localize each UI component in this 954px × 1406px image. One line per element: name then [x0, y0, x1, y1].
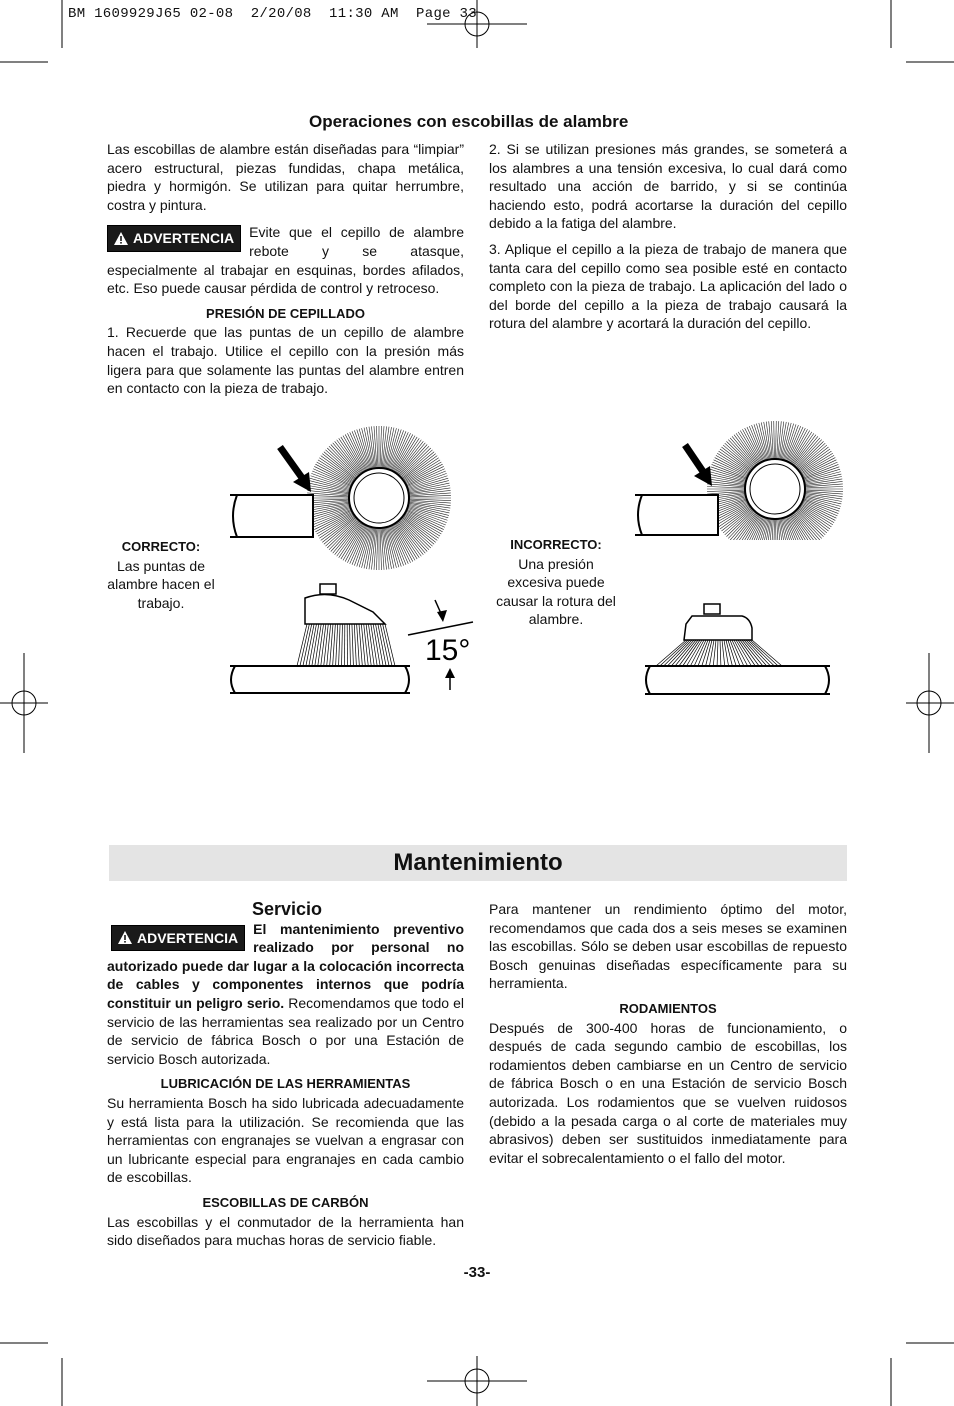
correct-text: Las puntas de alambre hacen el trabajo. — [107, 557, 215, 611]
bearings-heading: RODAMIENTOS — [619, 1000, 717, 1016]
maintenance-banner: Mantenimiento — [109, 845, 847, 881]
arrow-icon — [280, 447, 311, 492]
pressure-item-3: 3. Aplique el cepillo a la pieza de trabajo de manera que tanta cara del cepillo como sea posible esté en contacto completo con la pieza de trabajo. La aplicación del lado o del borde del cepillo a la pieza de trabajo causará la rotura del alambre y acortará la duración del cepillo. — [489, 240, 847, 332]
figure-incorrect-wheel — [630, 420, 850, 540]
figure-incorrect-cup-brush — [640, 600, 840, 705]
registration-mark-left — [0, 653, 48, 753]
figure-correct-wheel — [225, 420, 465, 580]
motor-text: Para mantener un rendimiento óptimo del motor, recomendamos que cada dos a seis meses se examinen las escobillas. Sólo se deben usar escobillas de repuesto Bosch genuinas diseñadas específicamente para su herramienta. — [489, 901, 847, 992]
service-warning-bold: El mantenimiento preventivo realizado por personal no autorizado puede dar lugar a la colocación incorrecta de cables y componentes internos que podría constituir un peligro serio. — [107, 920, 464, 1011]
wire-intro: Las escobillas de alambre están diseñadas para “limpiar” acero estructural, piezas fundidas, chapa metálica, piedra y hormigón. Se utilizan para quitar herrumbre, costra y pintura. — [107, 141, 464, 213]
lubrication-text: Su herramienta Bosch ha sido lubricada adecuadamente y está lista para la utilización. Se recomienda que las herramientas con engranajes se vuelvan a engrasar con un lubricante especial para engranajes en cada cambio de escobillas. — [107, 1094, 464, 1186]
lubrication-heading: LUBRICACIÓN DE LAS HERRAMIENTAS — [160, 1076, 411, 1092]
maintenance-left-column — [107, 900, 464, 1250]
maintenance-right-column — [489, 900, 847, 1167]
carbon-brushes-text: Las escobillas y el conmutador de la herramienta han sido diseñados para muchas horas de servicio fiable. — [107, 1213, 464, 1249]
bearings-text: Después de 300-400 horas de funcionamiento, o después de cada segundo cambio de escobillas, los rodamientos deben cambiarse en un Centro de servicio de fábrica Bosch o en una Estación de servicio Bosch autorizada. Los rodamientos que se vuelven ruidosos (debido a la pesada carga o al corte de materiales muy abrasivos) deben ser sustituidos inmediatamente para evitar el sobrecalentamiento o el fallo del motor. — [489, 1019, 847, 1166]
pressure-item-1: 1. Recuerde que las puntas de un cepillo de alambre hacen el trabajo. Utilice el cepillo con la presión más ligera para que solamente las puntas del alambre entren en contacto con la pieza de trabajo. — [107, 324, 464, 397]
warning-label: ADVERTENCIA — [137, 929, 239, 946]
service-warning — [107, 920, 464, 1069]
print-header: BM 1609929J65 02-08 2/20/08 11:30 AM Page 33 — [68, 6, 477, 22]
wire-left-column — [107, 140, 464, 398]
warning-badge — [107, 225, 241, 252]
pressure-item-2: 2. Si se utilizan presiones más grandes, se someterá a los alambres a una tensión excesiva, lo cual dará como resultado una acción de barrido, y si se continúa haciendo esto, podrá acortarse la duración del cepillo debido a la fatiga del alambre. — [489, 141, 847, 232]
carbon-brushes-heading: ESCOBILLAS DE CARBÓN — [202, 1194, 369, 1210]
warning-block — [107, 223, 464, 297]
warning-label: ADVERTENCIA — [133, 230, 235, 247]
correct-title: CORRECTO: — [121, 539, 201, 554]
pressure-heading: PRESIÓN DE CEPILLADO — [206, 305, 365, 321]
page-number: -33- — [463, 1264, 491, 1281]
incorrect-title: INCORRECTO: — [510, 537, 602, 552]
angle-label: 15° — [425, 634, 471, 667]
registration-mark-right — [906, 653, 954, 753]
warning-badge — [111, 925, 245, 952]
registration-mark-bottom — [427, 1356, 527, 1406]
service-title: Servicio — [252, 899, 323, 919]
wheel-hub — [349, 468, 409, 528]
incorrect-text: Una presión excesiva puede causar la rotura del alambre. — [496, 555, 616, 628]
wheel-hub — [745, 459, 805, 519]
warning-text: Evite que el cepillo de alambre rebote y se atasque, especialmente al trabajar en esquinas, bordes afilados, etc. Eso puede causar pérdida de control y retroceso. — [107, 224, 464, 297]
incorrect-caption — [496, 536, 616, 629]
warning-triangle-icon — [114, 232, 128, 245]
wire-right-column — [489, 140, 847, 333]
warning-triangle-icon — [118, 931, 132, 944]
workpiece — [230, 495, 313, 537]
section-title-wire-brush: Operaciones con escobillas de alambre — [309, 112, 629, 131]
figure-correct-cup-brush — [225, 580, 480, 705]
service-warning-rest: Recomendamos que todo el servicio de las herramientas sea realizado por un Centro de servicio de fábrica Bosch o por una Estación de servicio Bosch autorizada. — [107, 994, 464, 1067]
arrow-icon — [685, 445, 712, 486]
workpiece — [635, 495, 718, 535]
correct-caption — [100, 538, 222, 612]
